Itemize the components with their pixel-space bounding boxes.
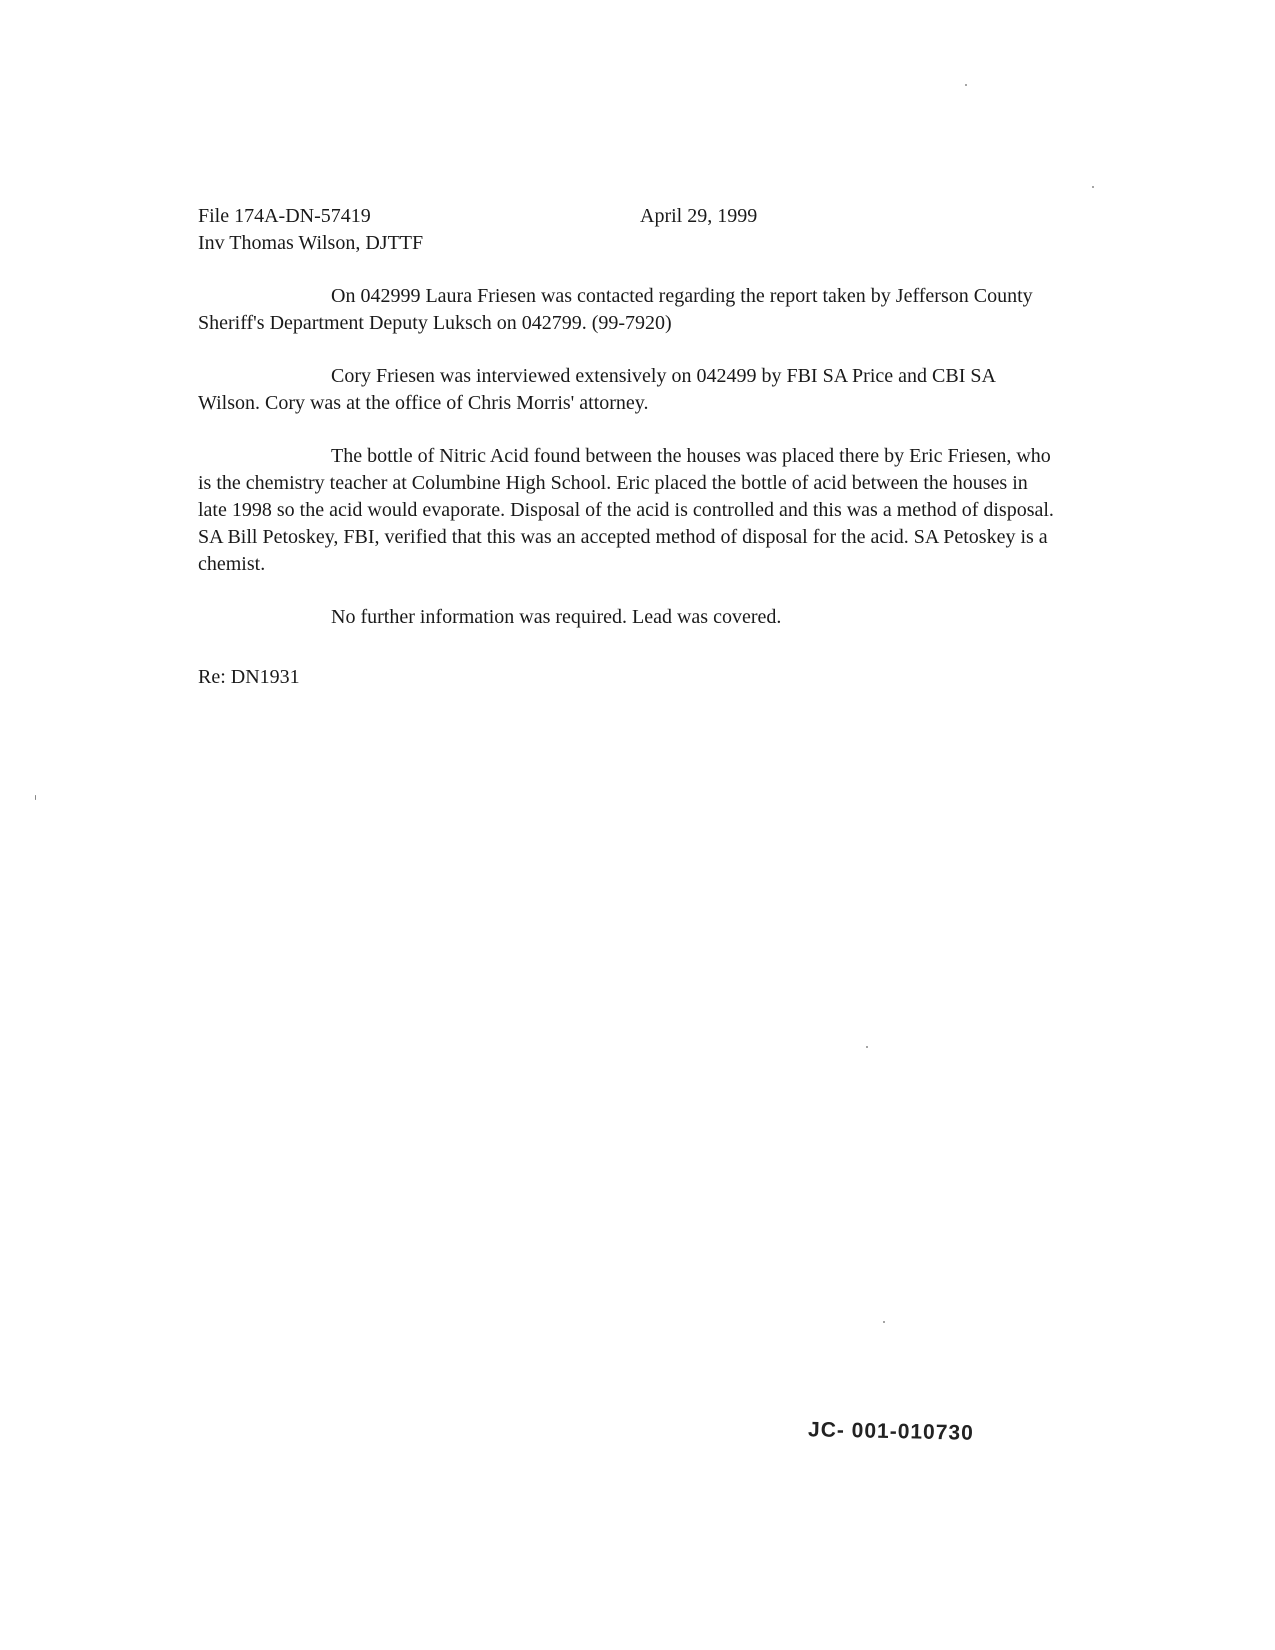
document-date: April 29, 1999 bbox=[640, 205, 758, 227]
paragraph-conclusion: No further information was required. Lead was covered. bbox=[331, 606, 782, 628]
document-body bbox=[198, 283, 1058, 657]
scan-speck bbox=[883, 1321, 885, 1323]
scan-speck bbox=[35, 795, 36, 800]
bates-stamp: JC- 001-010730 bbox=[807, 1418, 975, 1445]
scan-speck bbox=[965, 84, 967, 86]
paragraph-nitric-acid: The bottle of Nitric Acid found between the houses was placed there by Eric Friesen, who is the chemistry teacher at Columbine High School. Eric placed the bottle of acid between the houses in late 1998 so the acid would evaporate. Disposal of the acid is controlled and this was a method of disposal. SA Bill Petoskey, FBI, verified that this was an accepted method of disposal for the acid. SA Petoskey is a chemist. bbox=[198, 445, 1054, 575]
file-number: File 174A-DN-57419 bbox=[198, 205, 371, 227]
scan-speck bbox=[1092, 186, 1094, 188]
document-header bbox=[198, 203, 423, 257]
paragraph-interview: Cory Friesen was interviewed extensively on 042499 by FBI SA Price and CBI SA Wilson. Cory was at the office of Chris Morris' attorney. bbox=[198, 365, 995, 414]
reference-line: Re: DN1931 bbox=[198, 666, 300, 688]
investigator-name: Inv Thomas Wilson, DJTTF bbox=[198, 232, 424, 254]
scan-speck bbox=[866, 1046, 868, 1048]
paragraph-contact: On 042999 Laura Friesen was contacted regarding the report taken by Jefferson County Sheriff's Department Deputy Luksch on 042799. (99-7920) bbox=[198, 285, 1033, 334]
